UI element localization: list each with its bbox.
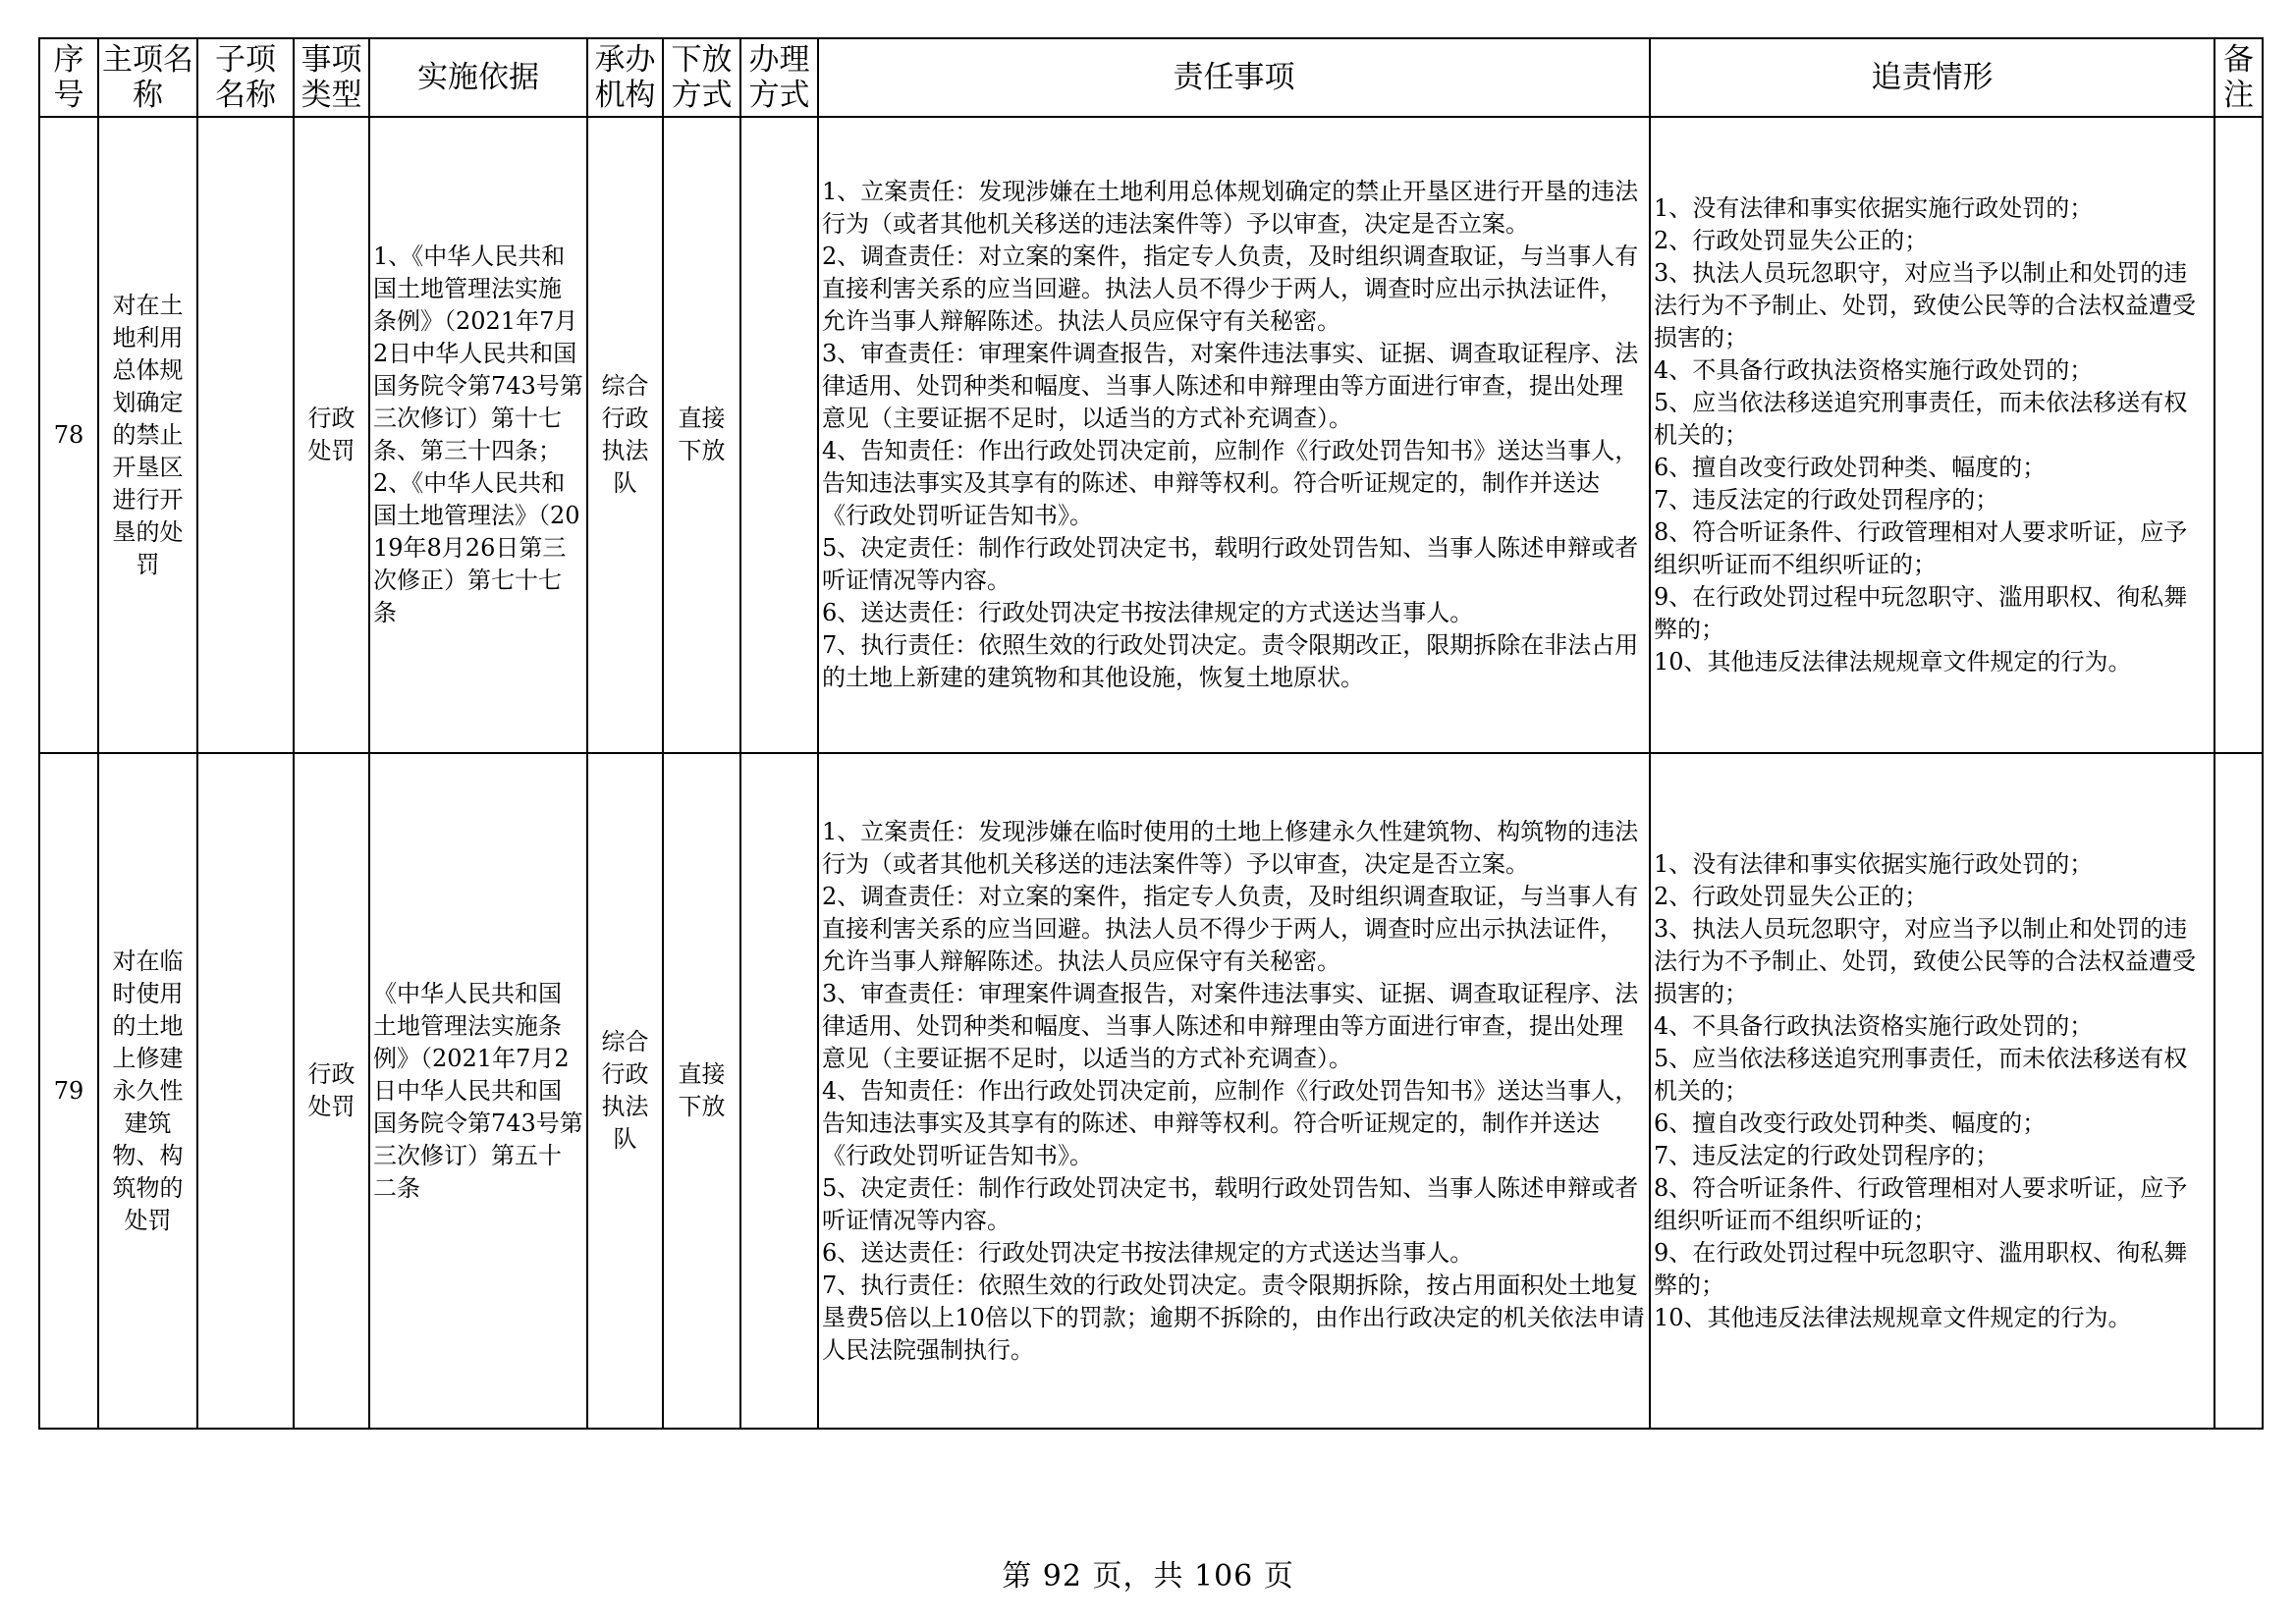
- responsibility-table: [38, 37, 2264, 1430]
- cell-accountability: 1、没有法律和事实依据实施行政处罚的； 2、行政处罚显失公正的； 3、执法人员玩忽职守，对应当予以制止和处罚的违法行为不予制止、处罚，致使公民等的合法权益遭受损害的； 4、不具备行政执法资格实施行政处罚的； 5、应当依法移送追究刑事责任，而未依法移送有权机关的； 6、擅自改变行政处罚种类、幅度的； 7、违反法定的行政处罚程序的； 8、符合听证条件、行政管理相对人要求听证，应予组织听证而不组织听证的； 9、在行政处罚过程中玩忽职守、滥用职权、徇私舞弊的； 10、其他违反法律法规规章文件规定的行为。: [1650, 753, 2214, 1429]
- header-organization: 承办机构: [587, 38, 663, 117]
- cell-duty: 1、立案责任：发现涉嫌在临时使用的土地上修建永久性建筑物、构筑物的违法行为（或者其他机关移送的违法案件等）予以审查，决定是否立案。 2、调查责任：对立案的案件，指定专人负责，及时组织调查取证，与当事人有直接利害关系的应当回避。执法人员不得少于两人，调查时应出示执法证件，允许当事人辩解陈述。执法人员应保守有关秘密。 3、审查责任：审理案件调查报告，对案件违法事实、证据、调查取证程序、法律适用、处罚种类和幅度、当事人陈述和申辩理由等方面进行审查，提出处理意见（主要证据不足时，以适当的方式补充调查）。 4、告知责任：作出行政处罚决定前，应制作《行政处罚告知书》送达当事人，告知违法事实及其享有的陈述、申辩等权利。符合听证规定的，制作并送达《行政处罚听证告知书》。 5、决定责任：制作行政处罚决定书，载明行政处罚告知、当事人陈述申辩或者听证情况等内容。 6、送达责任：行政处罚决定书按法律规定的方式送达当事人。 7、执行责任：依照生效的行政处罚决定。责令限期拆除，按占用面积处土地复垦费5倍以上10倍以下的罚款；逾期不拆除的，由作出行政决定的机关依法申请人民法院强制执行。: [818, 753, 1650, 1429]
- table-row: [39, 117, 2263, 753]
- cell-handling: [740, 117, 818, 753]
- cell-delegation: 直接下放: [663, 753, 740, 1429]
- cell-main-item: 对在临时使用的土地上修建永久性建筑物、构筑物的处罚: [98, 753, 197, 1429]
- header-row: [39, 38, 2263, 117]
- cell-basis: 1、《中华人民共和国土地管理法实施条例》（2021年7月2日中华人民共和国国务院令第743号第三次修订）第十七条、第三十四条； 2、《中华人民共和国土地管理法》（2019年8月26日第三次修正）第七十七条: [369, 117, 587, 753]
- header-handling: 办理方式: [740, 38, 818, 117]
- header-accountability: 追责情形: [1650, 38, 2214, 117]
- cell-duty: 1、立案责任：发现涉嫌在土地利用总体规划确定的禁止开垦区进行开垦的违法行为（或者其他机关移送的违法案件等）予以审查，决定是否立案。 2、调查责任：对立案的案件，指定专人负责，及时组织调查取证，与当事人有直接利害关系的应当回避。执法人员不得少于两人，调查时应出示执法证件，允许当事人辩解陈述。执法人员应保守有关秘密。 3、审查责任：审理案件调查报告，对案件违法事实、证据、调查取证程序、法律适用、处罚种类和幅度、当事人陈述和申辩理由等方面进行审查，提出处理意见（主要证据不足时，以适当的方式补充调查）。 4、告知责任：作出行政处罚决定前，应制作《行政处罚告知书》送达当事人，告知违法事实及其享有的陈述、申辩等权利。符合听证规定的，制作并送达《行政处罚听证告知书》。 5、决定责任：制作行政处罚决定书，载明行政处罚告知、当事人陈述申辩或者听证情况等内容。 6、送达责任：行政处罚决定书按法律规定的方式送达当事人。 7、执行责任：依照生效的行政处罚决定。责令限期改正，限期拆除在非法占用的土地上新建的建筑物和其他设施，恢复土地原状。: [818, 117, 1650, 753]
- cell-organization: 综合行政执法队: [587, 753, 663, 1429]
- cell-main-item: 对在土地利用总体规划确定的禁止开垦区进行开垦的处罚: [98, 117, 197, 753]
- header-seq: 序号: [39, 38, 98, 117]
- header-remark: 备注: [2214, 38, 2263, 117]
- cell-basis: 《中华人民共和国土地管理法实施条例》（2021年7月2日中华人民共和国国务院令第743号第三次修订）第五十二条: [369, 753, 587, 1429]
- header-item-type: 事项类型: [294, 38, 369, 117]
- cell-item-type: 行政处罚: [294, 117, 369, 753]
- cell-remark: [2214, 753, 2263, 1429]
- cell-seq: 78: [39, 117, 98, 753]
- header-duty: 责任事项: [818, 38, 1650, 117]
- cell-handling: [740, 753, 818, 1429]
- cell-remark: [2214, 117, 2263, 753]
- header-delegation: 下放方式: [663, 38, 740, 117]
- cell-accountability: 1、没有法律和事实依据实施行政处罚的； 2、行政处罚显失公正的； 3、执法人员玩忽职守，对应当予以制止和处罚的违法行为不予制止、处罚，致使公民等的合法权益遭受损害的； 4、不具备行政执法资格实施行政处罚的； 5、应当依法移送追究刑事责任，而未依法移送有权机关的； 6、擅自改变行政处罚种类、幅度的； 7、违反法定的行政处罚程序的； 8、符合听证条件、行政管理相对人要求听证，应予组织听证而不组织听证的； 9、在行政处罚过程中玩忽职守、滥用职权、徇私舞弊的； 10、其他违反法律法规规章文件规定的行为。: [1650, 117, 2214, 753]
- page-number: 第 92 页，共 106 页: [1002, 1559, 1294, 1594]
- header-main-item: 主项名称: [98, 38, 197, 117]
- cell-sub-item: [197, 753, 294, 1429]
- cell-item-type: 行政处罚: [294, 753, 369, 1429]
- header-sub-item: 子项名称: [197, 38, 294, 117]
- table-row: [39, 753, 2263, 1429]
- cell-sub-item: [197, 117, 294, 753]
- cell-delegation: 直接下放: [663, 117, 740, 753]
- header-basis: 实施依据: [369, 38, 587, 117]
- cell-organization: 综合行政执法队: [587, 117, 663, 753]
- cell-seq: 79: [39, 753, 98, 1429]
